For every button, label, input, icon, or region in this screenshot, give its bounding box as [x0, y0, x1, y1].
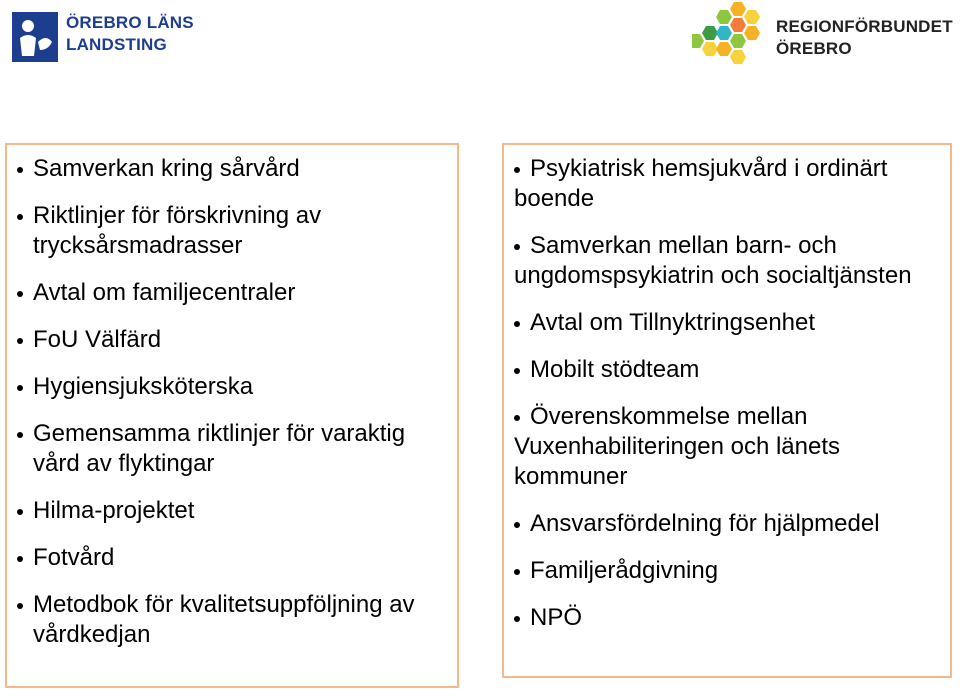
list-item: FoU Välfärd — [17, 325, 451, 355]
list-item: Hygiensjuksköterska — [17, 372, 451, 402]
list-item: Metodbok för kvalitetsuppföljning av vårdkedjan — [17, 590, 451, 650]
logo-right-text — [776, 16, 953, 60]
logo-right-line1: REGIONFÖRBUNDET — [776, 17, 953, 36]
left-topic-list — [17, 154, 451, 650]
list-item: Hilma-projektet — [17, 496, 451, 526]
list-item: Ansvarsfördelning för hjälpmedel — [514, 509, 944, 539]
list-item: Psykiatrisk hemsjukvård i ordinärt boende — [514, 154, 944, 214]
logo-left-line2: LANDSTING — [66, 35, 167, 54]
list-item: Riktlinjer för förskrivning av trycksårsmadrasser — [17, 201, 451, 261]
list-item: Familjerådgivning — [514, 556, 944, 586]
logo-orebro-lans-landsting — [8, 8, 228, 68]
list-item: Samverkan mellan barn- och ungdomspsykiatrin och socialtjänsten — [514, 231, 944, 291]
logo-right-line2: ÖREBRO — [776, 39, 852, 58]
right-topic-list — [514, 154, 944, 633]
list-item: Fotvård — [17, 543, 451, 573]
list-item: Gemensamma riktlinjer för varaktig vård av flyktingar — [17, 419, 451, 479]
list-item: Avtal om familjecentraler — [17, 278, 451, 308]
logo-left-text — [66, 12, 194, 56]
logo-regionforbundet-orebro — [692, 0, 960, 72]
left-topic-box — [5, 143, 459, 688]
list-item: Mobilt stödteam — [514, 355, 944, 385]
list-item: Samverkan kring sårvård — [17, 154, 451, 184]
landsting-emblem-icon — [12, 12, 58, 62]
logo-left-line1: ÖREBRO LÄNS — [66, 13, 194, 32]
honeycomb-icon — [692, 0, 770, 72]
right-topic-box — [502, 143, 952, 678]
list-item: NPÖ — [514, 603, 944, 633]
list-item: Överenskommelse mellan Vuxenhabiliteringen och länets kommuner — [514, 402, 944, 492]
list-item: Avtal om Tillnyktringsenhet — [514, 308, 944, 338]
